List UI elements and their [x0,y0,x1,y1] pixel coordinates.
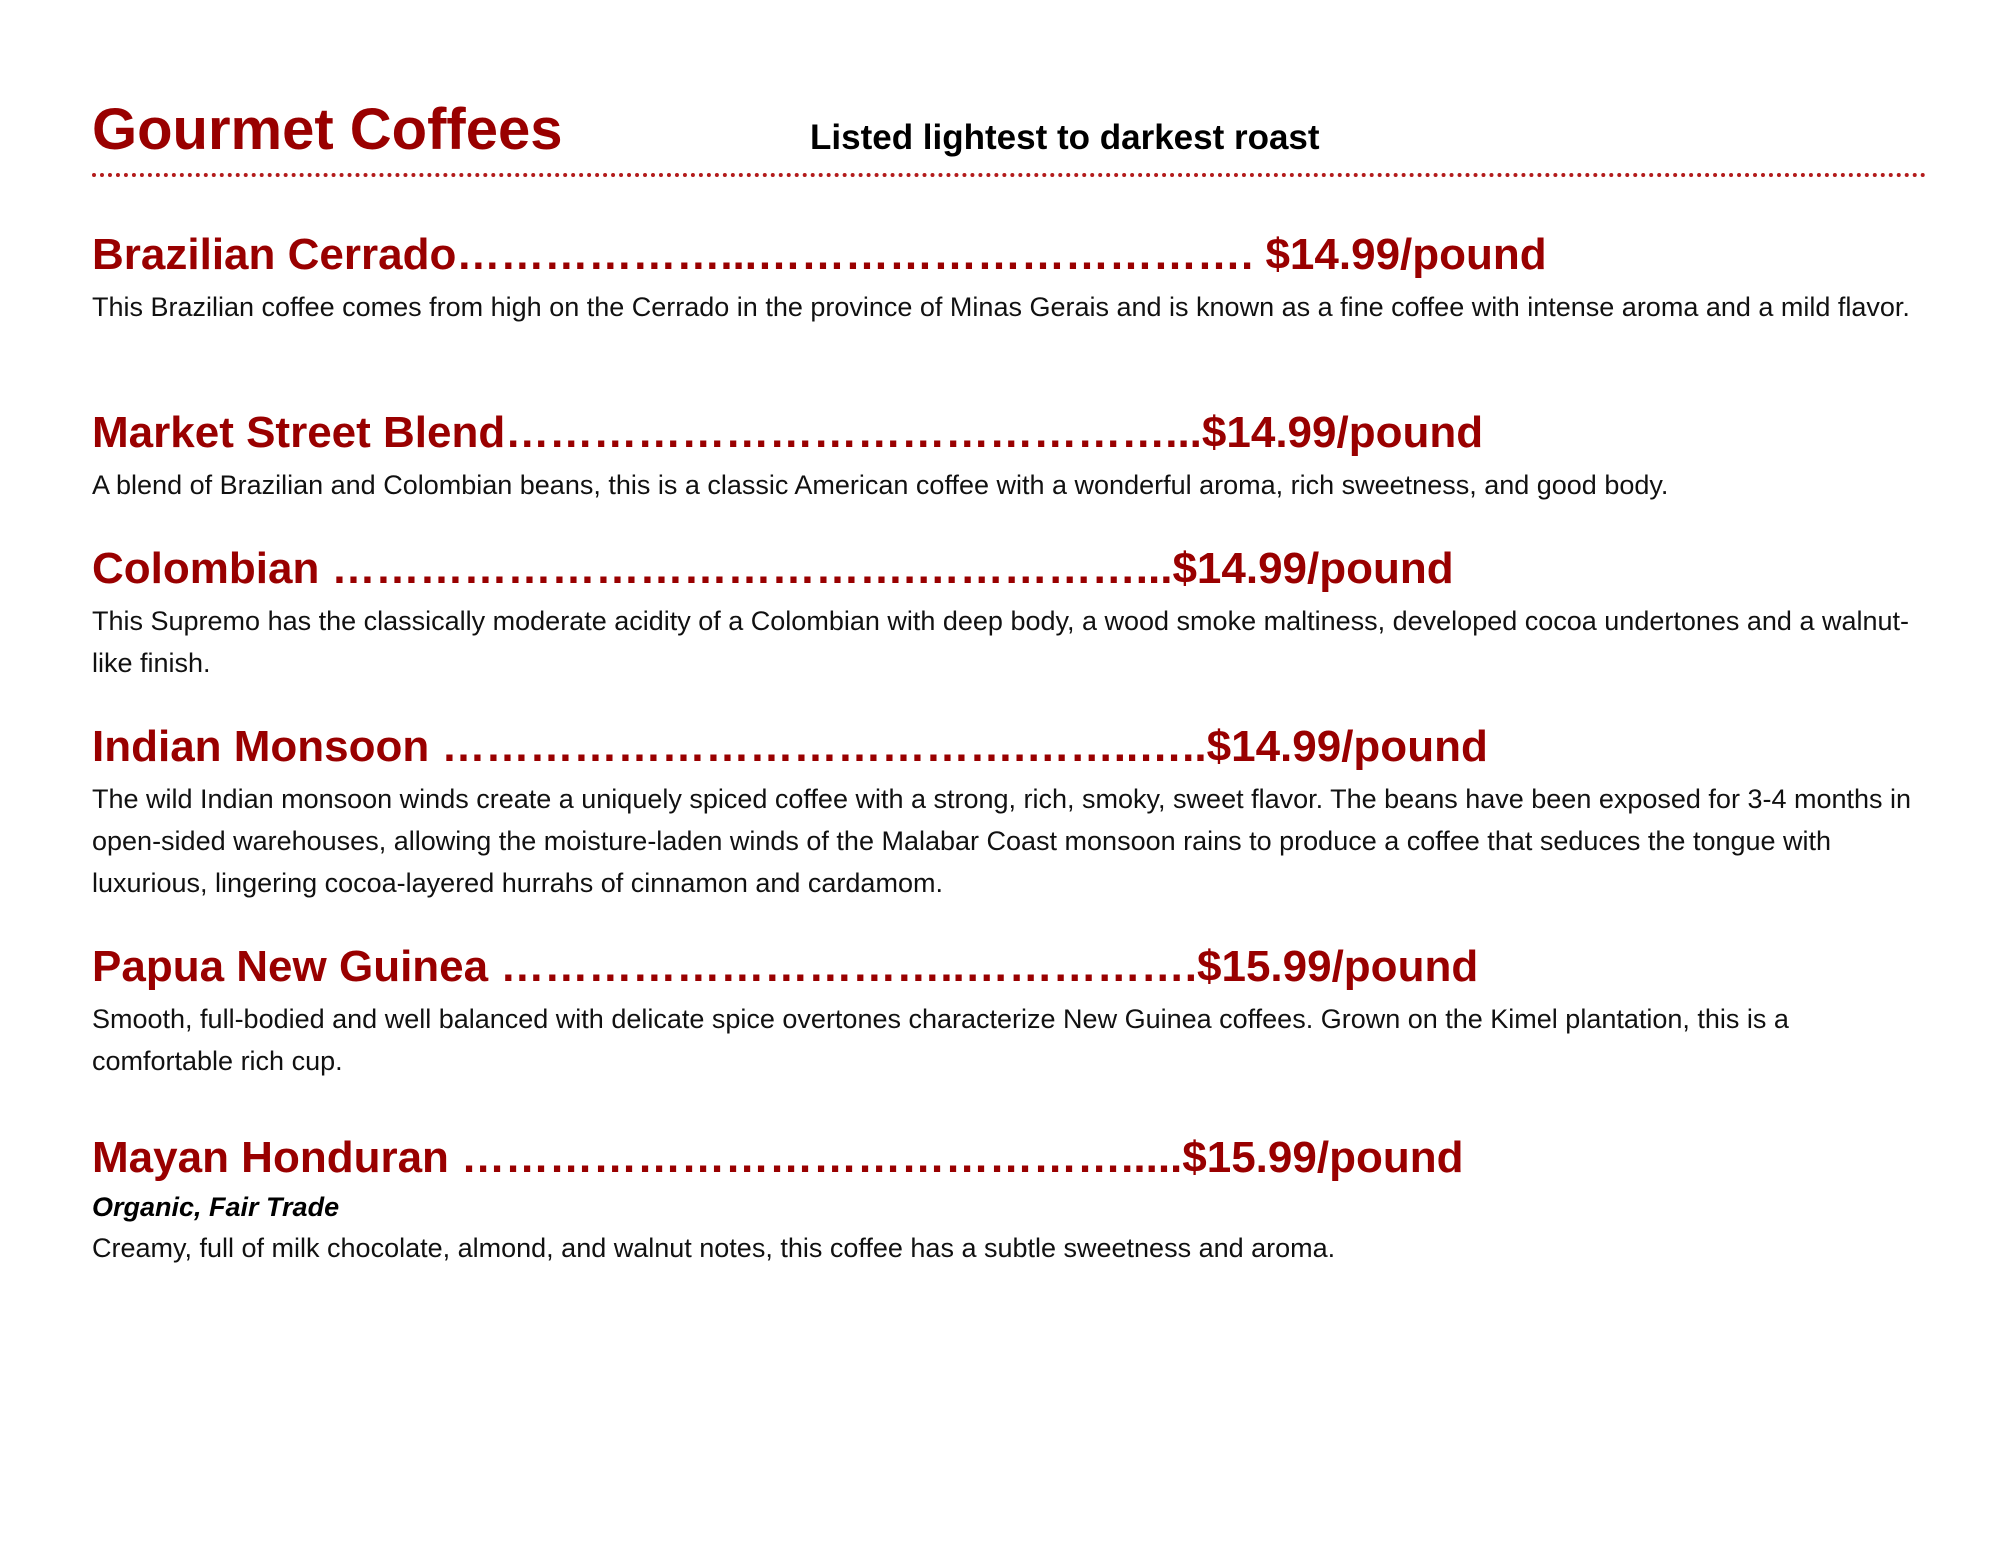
menu-item-mayan-honduran [92,1131,1927,1269]
menu-item-papua-new-guinea [92,940,1927,1082]
menu-item-market-street-blend [92,406,1927,506]
item-heading: Colombian ………………………………….……………...$14.99/pound [92,544,1454,593]
item-description: This Supremo has the classically moderate acidity of a Colombian with deep body, a wood smoke maltiness, developed cocoa undertones and a walnut-like finish. [92,606,1910,678]
menu-item-indian-monsoon [92,720,1927,904]
item-heading: Mayan Honduran ……………………………………….....$15.99/pound [92,1133,1464,1182]
item-description: Creamy, full of milk chocolate, almond, and walnut notes, this coffee has a subtle sweetness and aroma. [92,1233,1336,1263]
menu-header [92,95,1927,175]
item-heading: Market Street Blend………………………………………...$14.99/pound [92,408,1484,457]
page-subtitle: Listed lightest to darkest roast [810,118,1320,157]
menu-item-brazilian-cerrado [92,228,1927,328]
item-description: The wild Indian monsoon winds create a uniquely spiced coffee with a strong, rich, smoky, sweet flavor. The beans have been exposed for 3-4 months in open-sided warehouses, allowing the moisture-laden winds of the Malabar Coast monsoon rains to produce a coffee that seduces the tongue with luxurious, lingering cocoa-layered hurrahs of cinnamon and cardamom. [92,784,1912,898]
dotted-divider [92,173,1927,177]
item-heading: Indian Monsoon ………………………………….……..…..$14.99/pound [92,722,1488,771]
page-title: Gourmet Coffees [92,97,563,162]
item-description: Smooth, full-bodied and well balanced with delicate spice overtones characterize New Guinea coffees. Grown on the Kimel plantation, this is a comfortable rich cup. [92,1004,1789,1076]
item-tag: Organic, Fair Trade [92,1192,340,1222]
item-description: A blend of Brazilian and Colombian beans, this is a classic American coffee with a wonderful aroma, rich sweetness, and good body. [92,470,1669,500]
item-heading: Papua New Guinea …………………………..…………….$15.99/pound [92,942,1479,991]
item-heading: Brazilian Cerrado………………...……………………………. $14.99/pound [92,230,1547,279]
menu-item-colombian [92,542,1927,684]
item-description: This Brazilian coffee comes from high on the Cerrado in the province of Minas Gerais and is known as a fine coffee with intense aroma and a mild flavor. [92,292,1910,322]
